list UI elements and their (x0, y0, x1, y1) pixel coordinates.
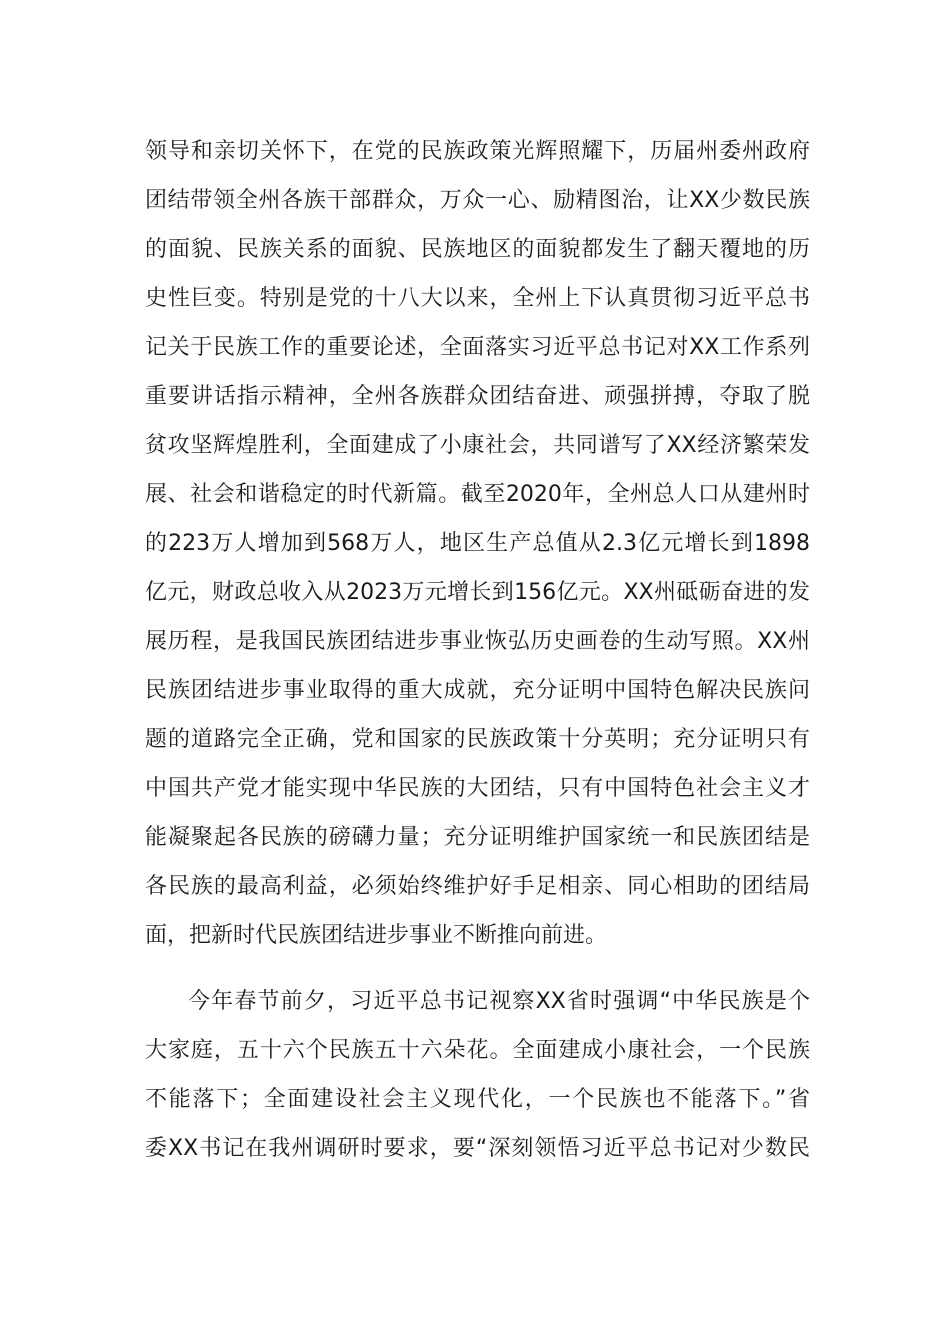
text-line: 团结带领全州各族干部群众，万众一心、励精图治，让XX少数民族 (145, 188, 810, 213)
text-line: 领导和亲切关怀下，在党的民族政策光辉照耀下，历届州委州政府 (145, 139, 810, 164)
text-line: 亿元，财政总收入从2023万元增长到156亿元。XX州砥砺奋进的发 (145, 580, 810, 605)
text-line: 记关于民族工作的重要论述，全面落实习近平总书记对XX工作系列 (145, 335, 810, 360)
text-line: 各民族的最高利益，必须始终维护好手足相亲、同心相助的团结局 (145, 874, 810, 899)
text-line: 能凝聚起各民族的磅礴力量；充分证明维护国家统一和民族团结是 (145, 825, 810, 850)
text-line: 贫攻坚辉煌胜利，全面建成了小康社会，共同谱写了XX经济繁荣发 (145, 433, 810, 458)
text-line: 的223万人增加到568万人，地区生产总值从2.3亿元增长到1898 (145, 531, 810, 556)
text-line: 今年春节前夕，习近平总书记视察XX省时强调“中华民族是个 (188, 989, 810, 1014)
text-line: 不能落下；全面建设社会主义现代化，一个民族也不能落下。”省 (145, 1087, 810, 1112)
text-line: 大家庭，五十六个民族五十六朵花。全面建成小康社会，一个民族 (145, 1038, 810, 1063)
text-line: 题的道路完全正确，党和国家的民族政策十分英明；充分证明只有 (145, 727, 810, 752)
text-line: 民族团结进步事业取得的重大成就，充分证明中国特色解决民族问 (145, 678, 810, 703)
text-line: 的面貌、民族关系的面貌、民族地区的面貌都发生了翻天覆地的历 (145, 237, 810, 262)
text-line: 重要讲话指示精神，全州各族群众团结奋进、顽强拼搏，夺取了脱 (145, 384, 810, 409)
text-line: 展历程，是我国民族团结进步事业恢弘历史画卷的生动写照。XX州 (145, 629, 810, 654)
text-line: 展、社会和谐稳定的时代新篇。截至2020年，全州总人口从建州时 (145, 482, 810, 507)
text-line: 史性巨变。特别是党的十八大以来，全州上下认真贯彻习近平总书 (145, 286, 810, 311)
text-line: 中国共产党才能实现中华民族的大团结，只有中国特色社会主义才 (145, 776, 810, 801)
text-line: 委XX书记在我州调研时要求，要“深刻领悟习近平总书记对少数民 (145, 1136, 810, 1161)
text-line: 面，把新时代民族团结进步事业不断推向前进。 (145, 923, 608, 948)
